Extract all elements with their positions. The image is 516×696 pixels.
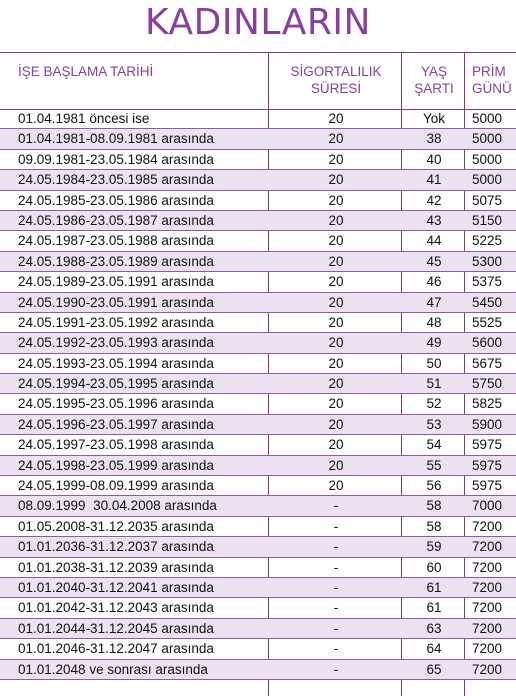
insurance-cell: -: [333, 559, 339, 575]
date-cell: 24.05.1991-23.05.1992 arasında: [18, 314, 214, 330]
premium-cell: 7200: [472, 559, 503, 575]
date-cell: 24.05.1984-23.05.1985 arasında: [18, 172, 214, 188]
date-cell: 24.05.1985-23.05.1986 arasında: [18, 192, 214, 208]
premium-cell: 5975: [472, 478, 503, 494]
table-row: [0, 293, 516, 313]
age-cell: 65: [426, 661, 442, 677]
age-cell: 42: [426, 192, 442, 208]
insurance-cell: -: [333, 641, 339, 657]
insurance-cell: 20: [328, 314, 344, 330]
premium-cell: 5975: [472, 437, 503, 453]
date-cell: 24.05.1995-23.05.1996 arasında: [18, 396, 214, 412]
age-cell: 47: [426, 294, 442, 310]
premium-cell: 7200: [472, 620, 503, 636]
age-cell: 43: [426, 212, 442, 228]
insurance-cell: 20: [328, 172, 344, 188]
table-row: [0, 333, 516, 353]
premium-cell: 5675: [472, 355, 503, 371]
age-cell: 58: [426, 498, 442, 514]
header-age: [404, 53, 464, 109]
header-premium-line2: GÜNÜ: [472, 81, 512, 96]
table-row: [0, 252, 516, 272]
premium-cell: 5525: [472, 314, 503, 330]
table-row: [0, 476, 516, 496]
age-cell: 50: [426, 355, 442, 371]
premium-cell: 5300: [472, 253, 503, 269]
age-cell: 49: [426, 335, 442, 351]
date-cell: 01.01.2042-31.12.2043 arasında: [18, 600, 214, 616]
table-row: [0, 313, 516, 333]
date-cell: 08.09.1999 30.04.2008 arasında: [18, 498, 217, 514]
age-cell: 64: [426, 641, 442, 657]
insurance-cell: 20: [328, 416, 344, 432]
date-cell: 01.01.2036-31.12.2037 arasında: [18, 539, 214, 555]
header-premium-line1: PRİM: [472, 64, 506, 79]
insurance-cell: -: [333, 539, 339, 555]
table-row: [0, 354, 516, 374]
header-premium: [466, 53, 516, 109]
insurance-cell: 20: [328, 437, 344, 453]
insurance-cell: -: [333, 661, 339, 677]
table-header: [0, 52, 516, 110]
table-row: [0, 435, 516, 455]
date-cell: 01.04.1981 öncesi ise: [18, 111, 150, 126]
date-cell: 24.05.1993-23.05.1994 arasında: [18, 355, 214, 371]
date-cell: 24.05.1988-23.05.1989 arasında: [18, 253, 214, 269]
premium-cell: 5000: [472, 151, 503, 167]
table-row: [0, 109, 516, 129]
premium-cell: 7200: [472, 579, 503, 595]
header-age-line1: YAŞ: [420, 64, 447, 79]
age-cell: 41: [426, 172, 442, 188]
table-body: [0, 109, 516, 680]
table-row: [0, 537, 516, 557]
table-row: [0, 231, 516, 251]
table-row: [0, 374, 516, 394]
table-row: [0, 639, 516, 659]
age-cell: 63: [426, 620, 442, 636]
premium-cell: 7200: [472, 661, 503, 677]
date-cell: 01.05.2008-31.12.2035 arasında: [18, 518, 214, 534]
date-cell: 24.05.1999-08.09.1999 arasında: [18, 478, 214, 494]
insurance-cell: 20: [328, 478, 344, 494]
premium-cell: 7000: [472, 498, 503, 514]
premium-cell: 7200: [472, 600, 503, 616]
date-cell: 24.05.1997-23.05.1998 arasında: [18, 437, 214, 453]
date-cell: 01.01.2044-31.12.2045 arasında: [18, 620, 214, 636]
date-cell: 24.05.1990-23.05.1991 arasında: [18, 294, 214, 310]
premium-cell: 5600: [472, 335, 503, 351]
date-cell: 01.01.2048 ve sonrası arasında: [18, 661, 208, 677]
header-insurance: [272, 53, 400, 109]
insurance-cell: 20: [328, 151, 344, 167]
age-cell: 54: [426, 437, 442, 453]
insurance-cell: 20: [328, 131, 344, 147]
insurance-cell: 20: [328, 294, 344, 310]
insurance-cell: -: [333, 620, 339, 636]
table-row: [0, 517, 516, 537]
age-cell: 56: [426, 478, 442, 494]
premium-cell: 5000: [472, 131, 503, 147]
age-cell: 48: [426, 314, 442, 330]
header-insurance-line1: SİGORTALILIK: [290, 64, 382, 79]
insurance-cell: 20: [328, 111, 344, 126]
premium-cell: 5975: [472, 457, 503, 473]
insurance-cell: 20: [328, 457, 344, 473]
date-cell: 24.05.1998-23.05.1999 arasında: [18, 457, 214, 473]
age-cell: 55: [426, 457, 442, 473]
header-insurance-line2: SÜRESİ: [310, 81, 362, 96]
insurance-cell: 20: [328, 335, 344, 351]
premium-cell: 5825: [472, 396, 503, 412]
insurance-cell: -: [333, 498, 339, 514]
date-cell: 24.05.1986-23.05.1987 arasında: [18, 212, 214, 228]
premium-cell: 5750: [472, 376, 503, 392]
insurance-cell: 20: [328, 355, 344, 371]
age-cell: 45: [426, 253, 442, 269]
premium-cell: 7200: [472, 539, 503, 555]
insurance-cell: 20: [328, 253, 344, 269]
date-cell: 01.01.2040-31.12.2041 arasında: [18, 579, 214, 595]
header-start-date: [18, 53, 268, 109]
premium-cell: 5075: [472, 192, 503, 208]
insurance-cell: 20: [328, 192, 344, 208]
age-cell: 59: [426, 539, 442, 555]
insurance-cell: -: [333, 600, 339, 616]
table-row: [0, 394, 516, 414]
premium-cell: 5450: [472, 294, 503, 310]
date-cell: 01.01.2046-31.12.2047 arasında: [18, 641, 214, 657]
age-cell: 51: [426, 376, 442, 392]
table-row: [0, 415, 516, 435]
date-cell: 24.05.1992-23.05.1993 arasında: [18, 335, 214, 351]
insurance-cell: -: [333, 518, 339, 534]
table-row: [0, 619, 516, 639]
table-row: [0, 150, 516, 170]
age-cell: 38: [426, 131, 442, 147]
date-cell: 24.05.1987-23.05.1988 arasında: [18, 233, 214, 249]
date-cell: 01.01.2038-31.12.2039 arasında: [18, 559, 214, 575]
premium-cell: 5000: [472, 111, 503, 126]
insurance-cell: 20: [328, 212, 344, 228]
premium-cell: 7200: [472, 518, 503, 534]
table-row: [0, 211, 516, 231]
insurance-cell: -: [333, 579, 339, 595]
table-row: [0, 272, 516, 292]
premium-cell: 5900: [472, 416, 503, 432]
age-cell: 40: [426, 151, 442, 167]
age-cell: 60: [426, 559, 442, 575]
table-row: [0, 129, 516, 149]
date-cell: 24.05.1996-23.05.1997 arasında: [18, 416, 214, 432]
age-cell: 53: [426, 416, 442, 432]
insurance-cell: 20: [328, 233, 344, 249]
premium-cell: 5000: [472, 172, 503, 188]
age-cell: 46: [426, 274, 442, 290]
premium-cell: 7200: [472, 641, 503, 657]
insurance-cell: 20: [328, 396, 344, 412]
age-cell: 61: [426, 579, 442, 595]
insurance-cell: 20: [328, 376, 344, 392]
age-cell: 61: [426, 600, 442, 616]
date-cell: 24.05.1994-23.05.1995 arasında: [18, 376, 214, 392]
age-cell: Yok: [422, 111, 446, 126]
date-cell: 24.05.1989-23.05.1991 arasında: [18, 274, 214, 290]
table-row: [0, 660, 516, 680]
table-row: [0, 456, 516, 476]
insurance-cell: 20: [328, 274, 344, 290]
table-row: [0, 170, 516, 190]
age-cell: 52: [426, 396, 442, 412]
header-start-date-label: İŞE BAŞLAMA TARİHİ: [18, 64, 154, 79]
premium-cell: 5150: [472, 212, 503, 228]
table-row: [0, 558, 516, 578]
age-cell: 44: [426, 233, 442, 249]
header-age-line2: ŞARTI: [414, 81, 454, 96]
table-row: [0, 578, 516, 598]
table-row: [0, 496, 516, 516]
date-cell: 01.04.1981-08.09.1981 arasında: [18, 131, 214, 147]
table-row: [0, 598, 516, 618]
premium-cell: 5225: [472, 233, 503, 249]
table-row: [0, 191, 516, 211]
page-title: KADINLARIN: [145, 2, 371, 43]
age-cell: 58: [426, 518, 442, 534]
premium-cell: 5375: [472, 274, 503, 290]
date-cell: 09.09.1981-23.05.1984 arasında: [18, 151, 214, 167]
